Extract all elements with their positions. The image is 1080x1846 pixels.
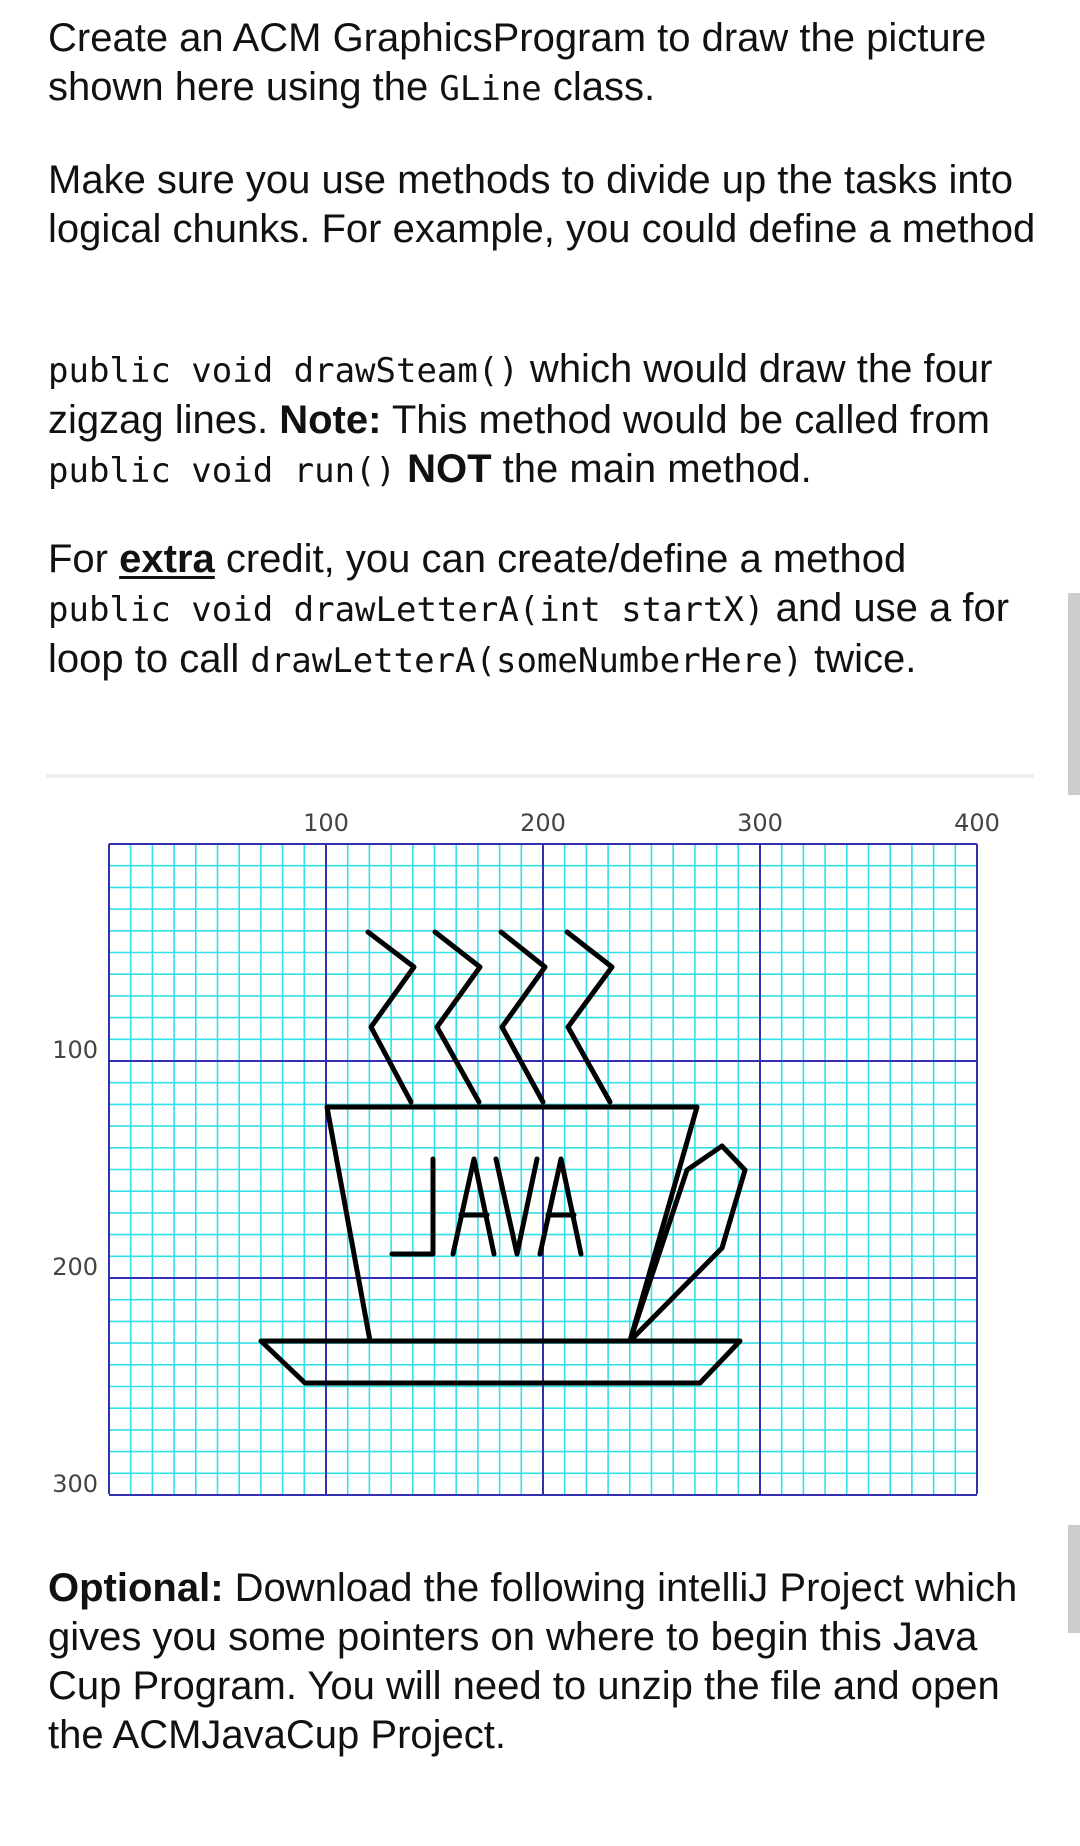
note-text: This method would be called from <box>381 398 990 442</box>
drawsteam-code: public void drawSteam() <box>48 351 519 391</box>
note-label: Note: <box>279 398 382 442</box>
grid <box>109 844 977 1495</box>
y-tick-100: 100 <box>52 1036 98 1064</box>
gline-code: GLine <box>439 69 542 109</box>
main-method-text: the main method. <box>491 447 812 491</box>
drawlettera-call-code: drawLetterA(someNumberHere) <box>250 641 804 681</box>
intro-paragraph <box>48 14 1038 114</box>
optional-label: Optional: <box>48 1566 224 1610</box>
extra-credit-text-2: credit, you can create/define a method <box>214 537 907 581</box>
drawsteam-text: which would draw the four zigzag lines. <box>48 347 993 442</box>
methods-text: Make sure you use methods to divide up the tasks into logical chunks. For example, you could define a method <box>48 158 1036 251</box>
extra-credit-paragraph <box>48 535 1038 686</box>
extra-credit-text: For <box>48 537 120 581</box>
extra-label: extra <box>119 537 215 581</box>
x-tick-200: 200 <box>520 809 566 837</box>
divider <box>46 774 1034 778</box>
drawlettera-code: public void drawLetterA(int startX) <box>48 590 765 630</box>
intro-text: Create an ACM GraphicsProgram to draw the picture shown here using the <box>48 16 987 109</box>
for-loop-text: and use a for loop to call <box>48 586 1010 681</box>
twice-text: twice. <box>803 637 917 681</box>
java-cup-figure <box>0 795 1080 1525</box>
y-tick-300: 300 <box>52 1470 98 1498</box>
y-tick-200: 200 <box>52 1253 98 1281</box>
x-tick-300: 300 <box>737 809 783 837</box>
x-tick-400: 400 <box>954 809 1000 837</box>
run-code: public void run() <box>48 451 396 491</box>
optional-text: Download the following intelliJ Project which gives you some pointers on where to begin this Java Cup Program. You will need to unzip the file and open the ACMJavaCup Project. <box>48 1566 1018 1757</box>
x-tick-100: 100 <box>303 809 349 837</box>
optional-paragraph <box>48 1564 1038 1760</box>
not-label: NOT <box>407 447 492 491</box>
spacer-text <box>396 447 407 491</box>
methods-paragraph <box>48 156 1038 254</box>
drawsteam-paragraph <box>48 345 1038 496</box>
intro-text-end: class. <box>541 65 656 109</box>
